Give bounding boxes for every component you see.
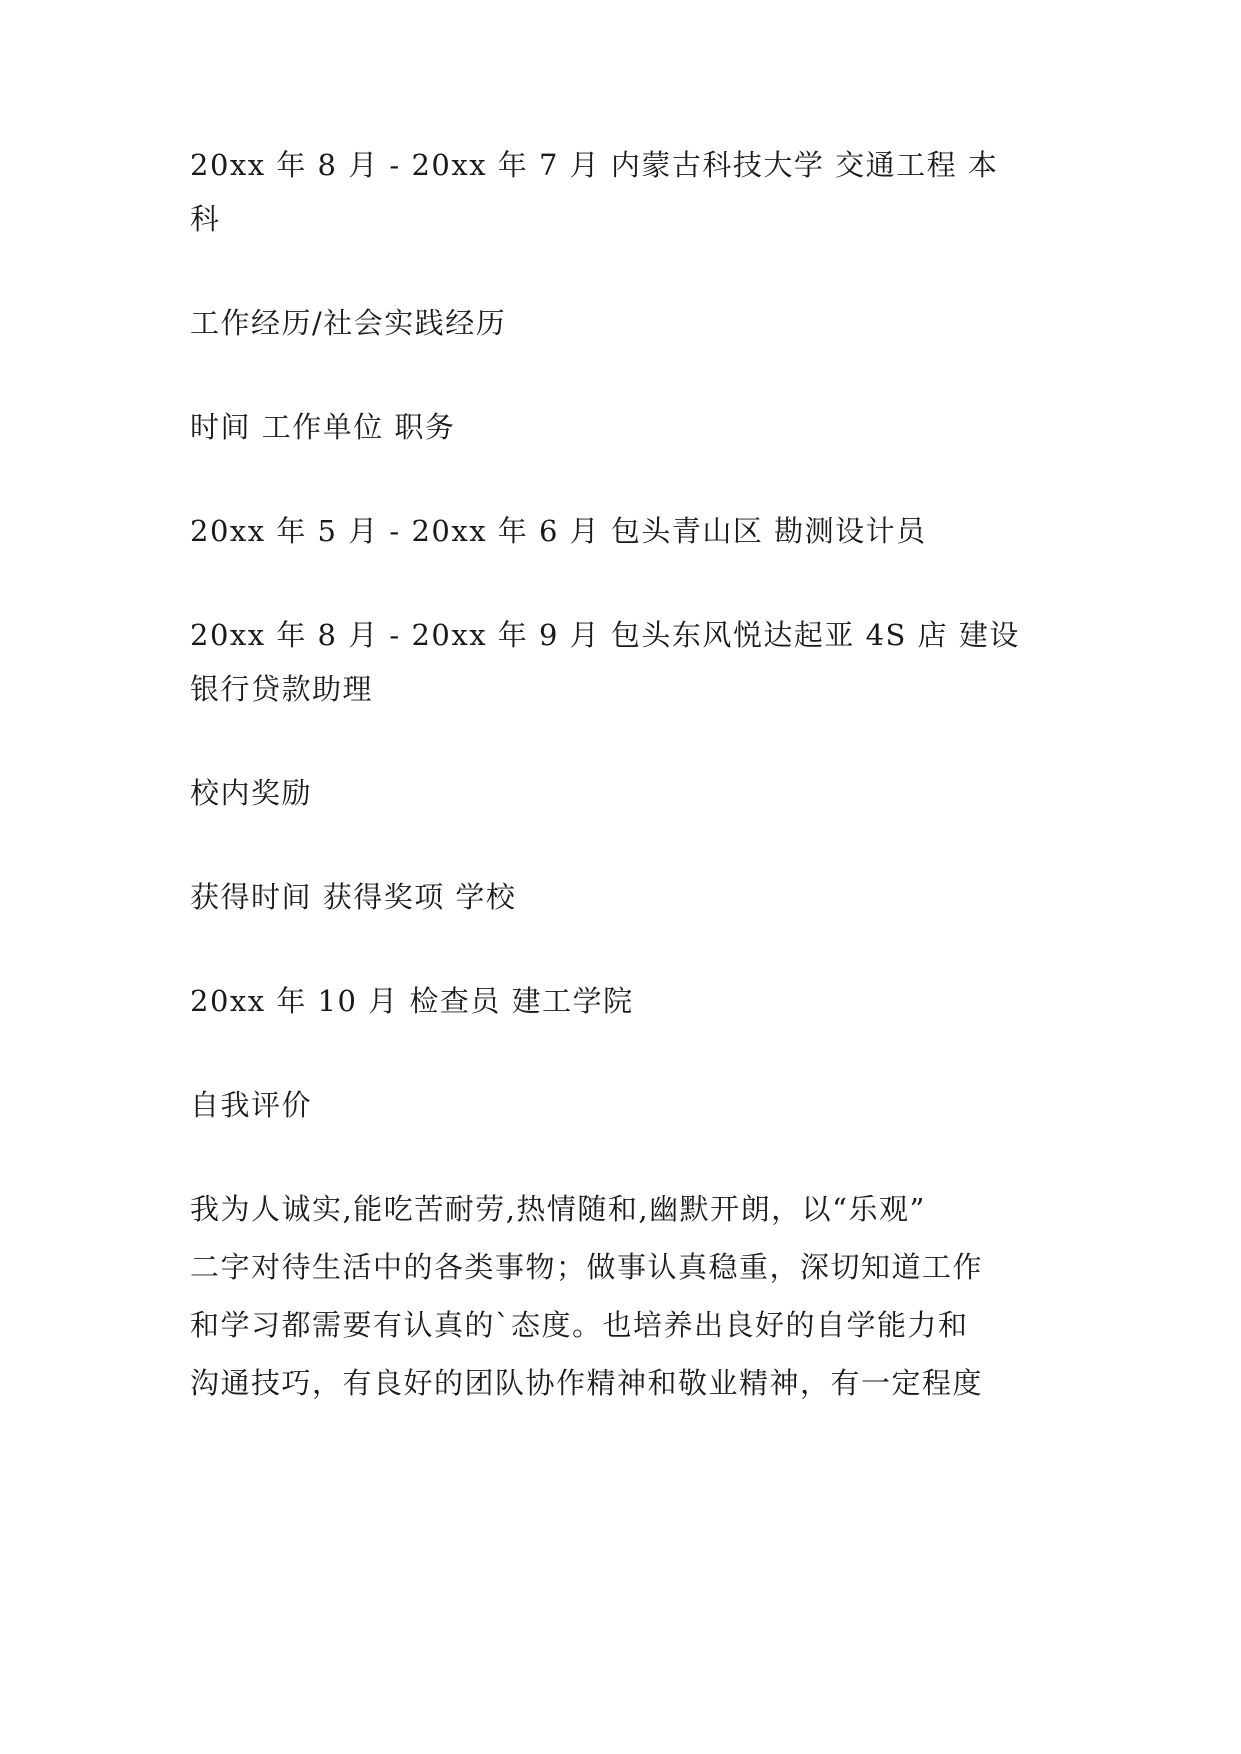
awards-columns: 获得时间 获得奖项 学校 <box>190 880 517 914</box>
self-eval-line-4: 沟通技巧，有良好的团队协作精神和敬业精神，有一定程度 <box>190 1366 984 1400</box>
self-eval-heading: 自我评价 <box>190 1088 313 1122</box>
education-line-1: 20xx 年 8 月 - 20xx 年 7 月 内蒙古科技大学 交通工程 本 <box>190 148 999 182</box>
self-eval-line-1: 我为人诚实,能吃苦耐劳,热情随和,幽默开朗，以“乐观” <box>190 1192 926 1226</box>
work-entry-1: 20xx 年 5 月 - 20xx 年 6 月 包头青山区 勘测设计员 <box>190 514 927 548</box>
work-entry-2-line-2: 银行贷款助理 <box>190 672 374 706</box>
education-line-2: 科 <box>190 202 221 236</box>
work-entry-2-line-1: 20xx 年 8 月 - 20xx 年 9 月 包头东风悦达起亚 4S 店 建设 <box>190 618 1020 652</box>
awards-entry-1: 20xx 年 10 月 检查员 建工学院 <box>190 984 634 1018</box>
self-eval-line-3: 和学习都需要有认真的`态度。也培养出良好的自学能力和 <box>190 1308 969 1342</box>
self-eval-paragraph <box>190 1180 1070 1412</box>
awards-heading: 校内奖励 <box>190 776 313 810</box>
work-heading: 工作经历/社会实践经历 <box>190 306 507 340</box>
work-columns: 时间 工作单位 职务 <box>190 410 456 444</box>
self-eval-line-2: 二字对待生活中的各类事物；做事认真稳重，深切知道工作 <box>190 1250 984 1284</box>
